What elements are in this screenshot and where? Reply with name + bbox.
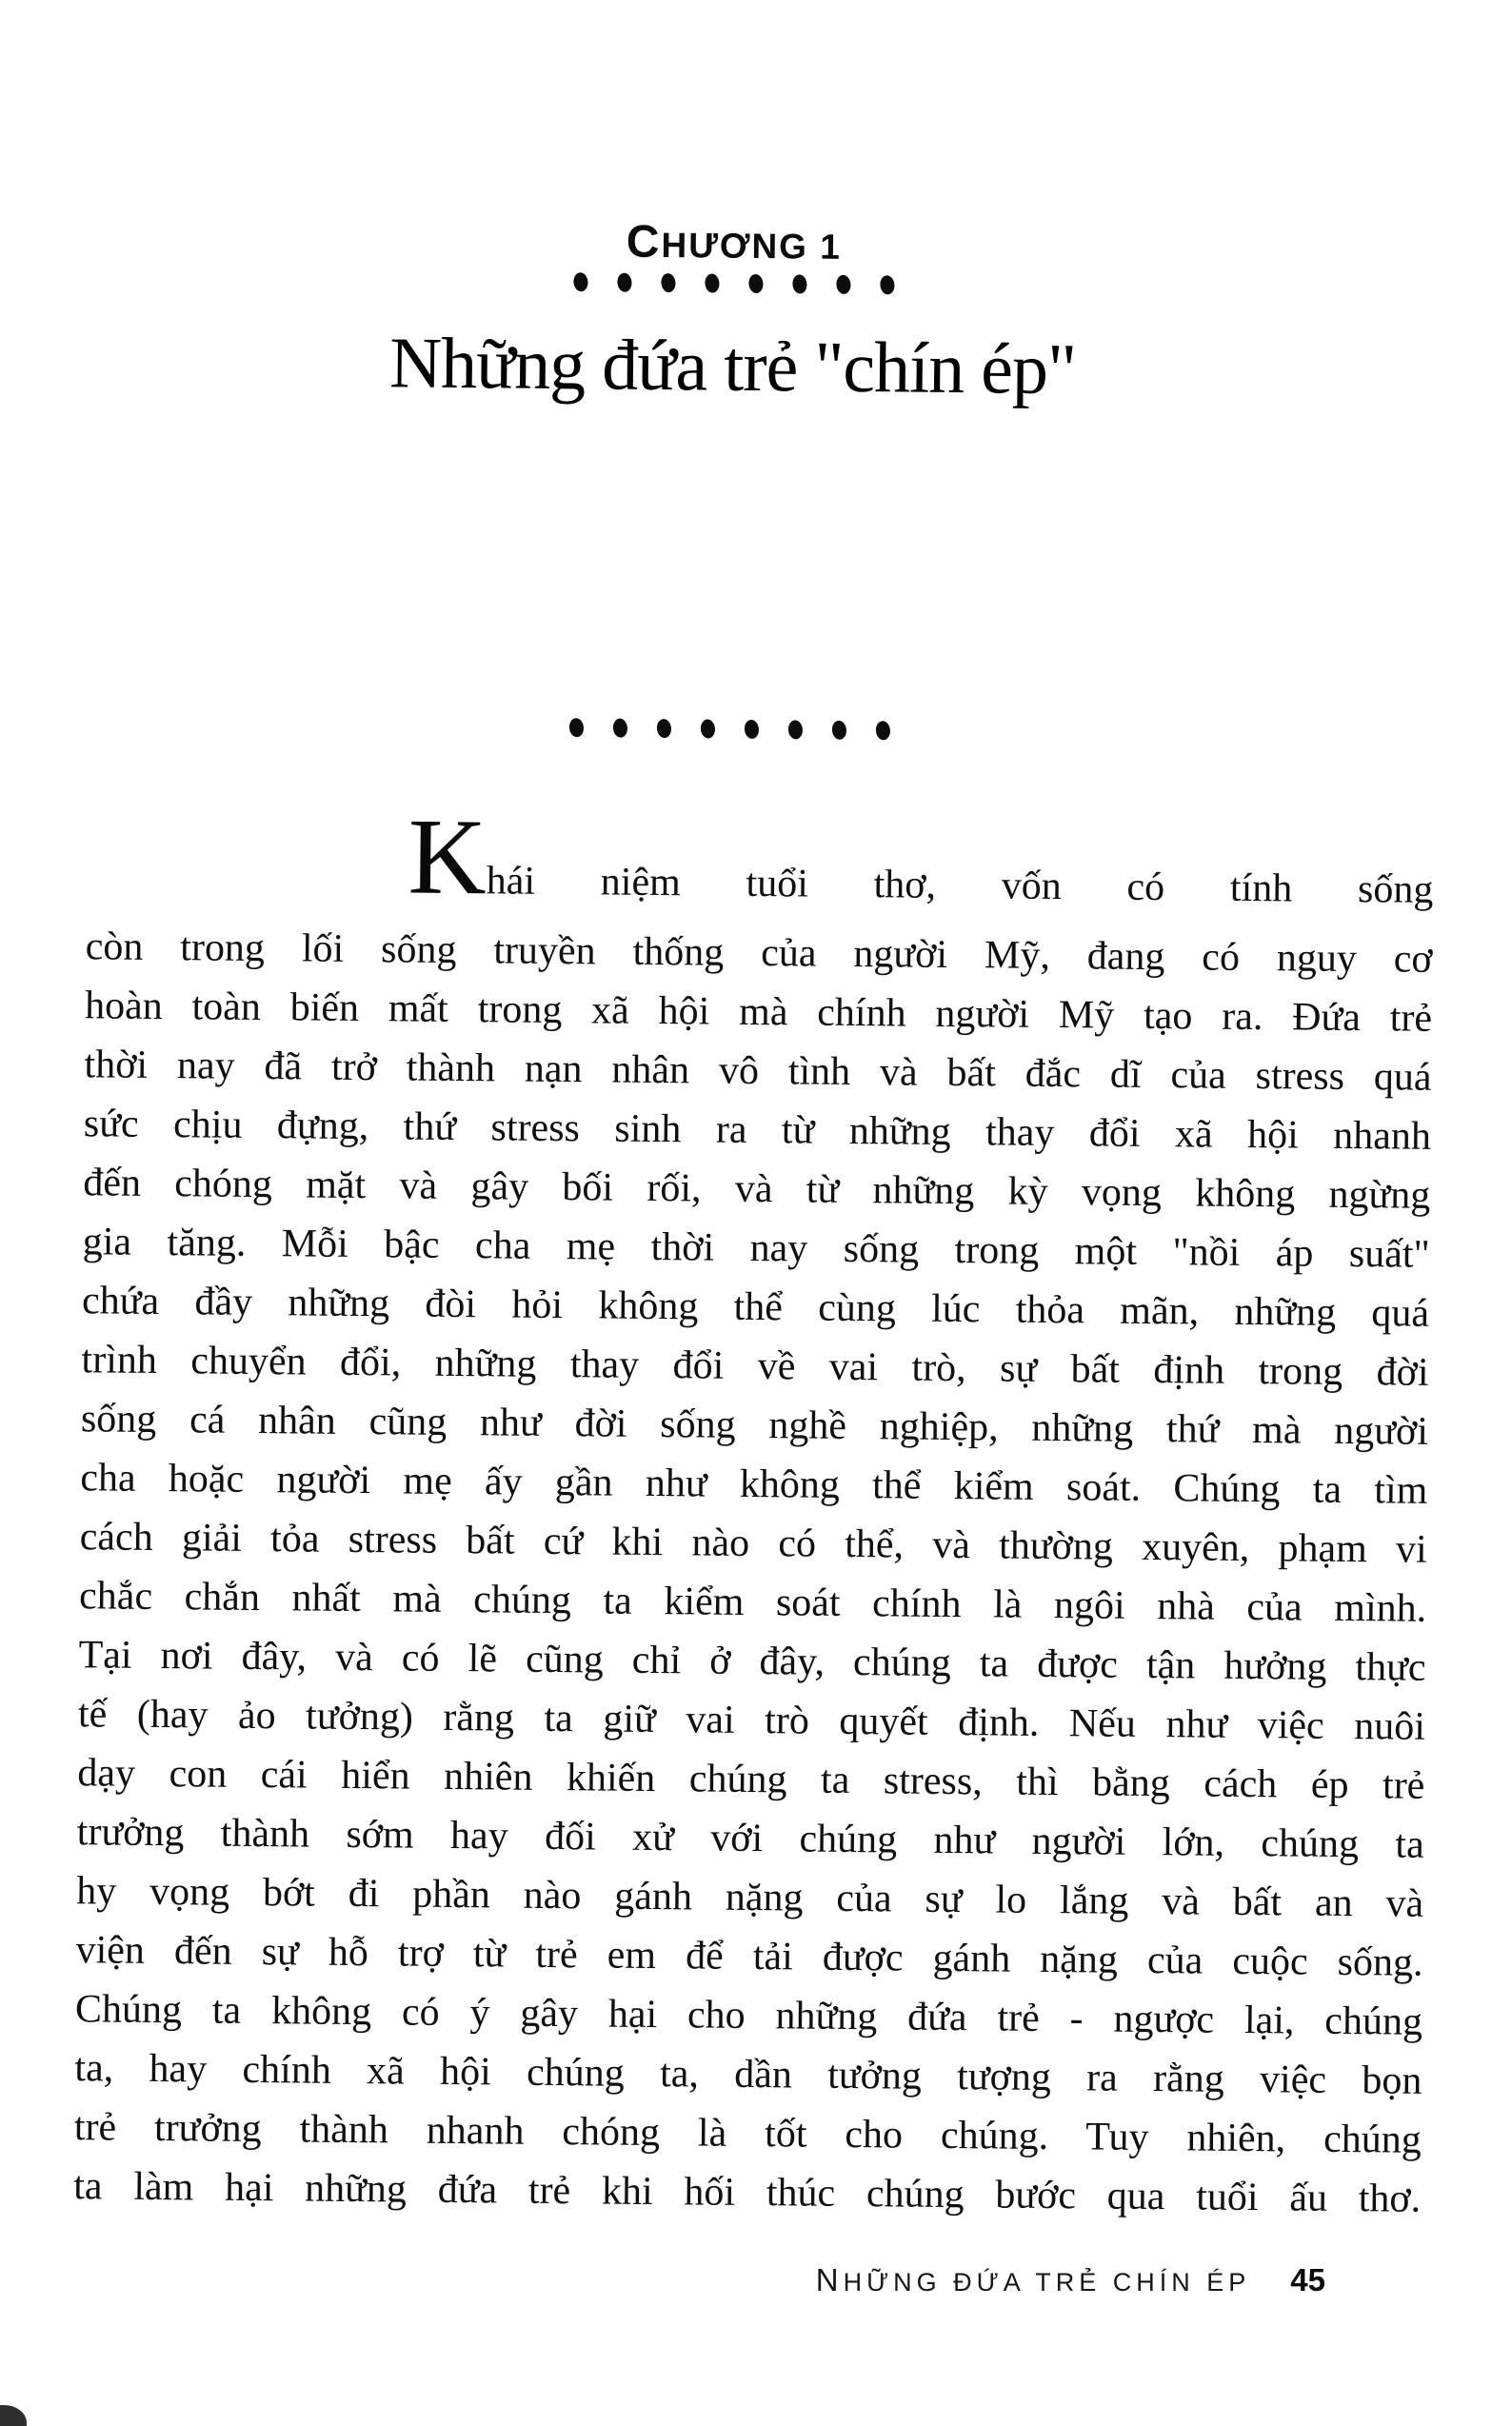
paragraph-line: gia tăng. Mỗi bậc cha mẹ thời nay sống trong một "nồi áp suất" (82, 1220, 1430, 1277)
paragraph-line: trưởng thành sớm hay đối xử với chúng như người lớn, chúng ta (76, 1810, 1424, 1867)
paragraph-line: tế (hay ảo tưởng) rằng ta giữ vai trò quyết định. Nếu như việc nuôi (77, 1692, 1426, 1749)
paragraph-line: chắc chắn nhất mà chúng ta kiểm soát chính là ngôi nhà của mình. (78, 1574, 1427, 1631)
paragraph-line: sức chịu đựng, thứ stress sinh ra từ những thay đổi xã hội nhanh (83, 1102, 1432, 1159)
separator-dots-body (0, 712, 1485, 746)
chapter-title: Những đứa trẻ "chín ép" (388, 323, 1077, 410)
chapter-label: CHƯƠNG 1 (626, 216, 843, 268)
dot-icon (787, 720, 804, 740)
dot-icon (660, 272, 676, 292)
paragraph-line: còn trong lối sống truyền thống của người Mỹ, đang có nguy cơ (85, 925, 1433, 982)
page-footer (0, 2262, 1512, 2298)
paragraph-first-line-text: hái niệm tuổi thơ, vốn có tính sống (486, 859, 1434, 912)
paragraph-line: cha hoặc người mẹ ấy gần như không thể kiểm soát. Chúng ta tìm (80, 1456, 1428, 1513)
paragraph-line: sống cá nhân cũng như đời sống nghề nghiệp, những thứ mà người (80, 1397, 1429, 1454)
dot-icon (572, 272, 588, 292)
paragraph-line: trẻ trưởng thành nhanh chóng là tốt cho chúng. Tuy nhiên, chúng (73, 2105, 1422, 2162)
dot-icon (744, 719, 760, 739)
dot-icon (875, 721, 891, 741)
paragraph-lines (73, 917, 1433, 2229)
dot-icon (835, 274, 851, 294)
dot-icon (704, 273, 720, 293)
paragraph-line: hoàn toàn biến mất trong xã hội mà chính người Mỹ tạo ra. Đứa trẻ (84, 984, 1433, 1041)
dot-icon (791, 274, 807, 294)
paragraph-line: chứa đầy những đòi hỏi không thể cùng lúc thỏa mãn, những quá (81, 1279, 1430, 1336)
dot-icon (656, 718, 672, 738)
paragraph-line: cách giải tỏa stress bất cứ khi nào có thể, và thường xuyên, phạm vi (79, 1515, 1427, 1572)
paragraph-line: trình chuyển đổi, những thay đổi về vai trò, sự bất định trong đời (81, 1338, 1429, 1395)
paragraph-line: viện đến sự hỗ trợ từ trẻ em để tải được gánh nặng của cuộc sống. (75, 1928, 1423, 1985)
dot-icon (568, 718, 585, 738)
paragraph-line: thời nay đã trở thành nạn nhân vô tình và bất đắc dĩ của stress quá (84, 1043, 1432, 1100)
dot-icon (616, 272, 632, 292)
paragraph-line: hy vọng bớt đi phần nào gánh nặng của sự lo lắng và bất an và (75, 1869, 1424, 1926)
page-number: 45 (1290, 2262, 1325, 2297)
running-title: NHỮNG ĐỨA TRẺ CHÍN ÉP (815, 2262, 1251, 2297)
paragraph-line: Chúng ta không có ý gây hại cho những đứa trẻ - ngược lại, chúng (74, 1987, 1423, 2044)
dot-icon (831, 720, 847, 740)
dot-icon (700, 719, 716, 739)
dot-icon (612, 718, 628, 738)
paragraph-line: đến chóng mặt và gây bối rối, và từ những kỳ vọng không ngừng (83, 1161, 1431, 1218)
dot-icon (879, 275, 895, 295)
paragraph-line: Tại nơi đây, và có lẽ cũng chỉ ở đây, chúng ta được tận hưởng thực (78, 1633, 1426, 1690)
paragraph-line: dạy con cái hiển nhiên khiến chúng ta stress, thì bằng cách ép trẻ (77, 1751, 1425, 1808)
paragraph-first-line (86, 795, 1434, 930)
paragraph-line: ta làm hại những đứa trẻ khi hối thúc chúng bước qua tuổi ấu thơ. (72, 2164, 1422, 2221)
paragraph-line: ta, hay chính xã hội chúng ta, dần tưởng tượng ra rằng việc bọn (74, 2046, 1422, 2103)
body-paragraph (72, 795, 1434, 2229)
drop-cap: K (408, 795, 487, 918)
dot-icon (747, 273, 764, 293)
